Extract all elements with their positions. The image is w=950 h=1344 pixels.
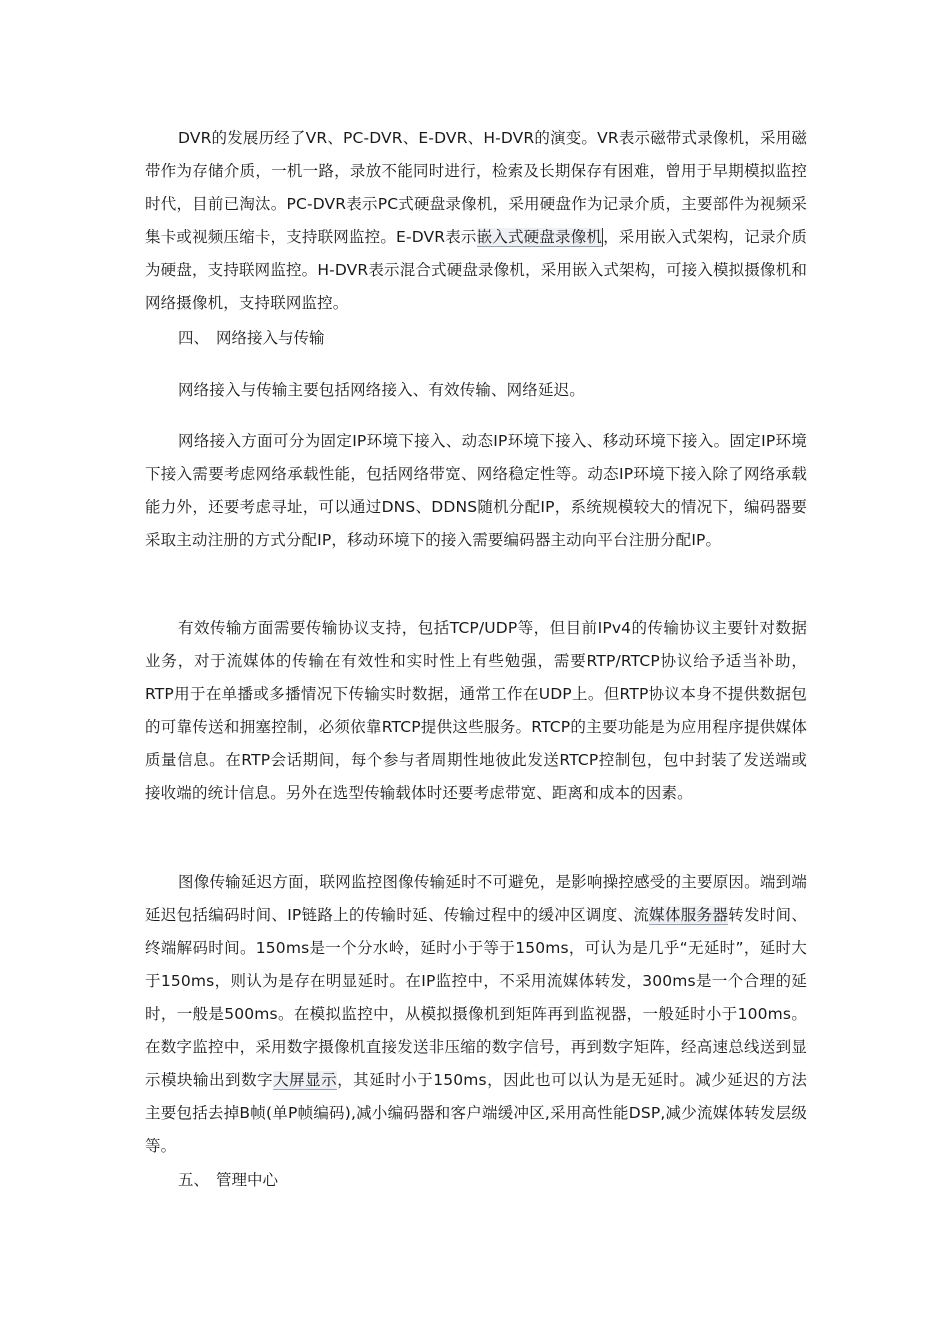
paragraph-effective-transfer: 有效传输方面需要传输协议支持，包括TCP/UDP等，但目前IPv4的传输协议主要针对数据业务，对于流媒体的传输在有效性和实时性上有些勉强，需要RTP/RTCP协议给予适当补助，RTP用于在单播或多播情况下传输实时数据，通常工作在UDP上。但RTP协议本身不提供数据包的可靠传送和拥塞控制，必须依靠RTCP提供这些服务。RTCP的主要功能是为应用程序提供媒体质量信息。在RTP会话期间，每个参与者周期性地彼此发送RTCP控制包，包中封装了发送端或接收端的统计信息。另外在选型传输载体时还要考虑带宽、距离和成本的因素。 <box>145 619 807 802</box>
paragraph-network-access: 网络接入方面可分为固定IP环境下接入、动态IP环境下接入、移动环境下接入。固定IP环境下接入需要考虑网络承载性能，包括网络带宽、网络稳定性等。动态IP环境下接入除了网络承载能力外，还要考虑寻址，可以通过DNS、DDNS随机分配IP，系统规模较大的情况下，编码器要采取主动注册的方式分配IP，移动环境下的接入需要编码器主动向平台注册分配IP。 <box>145 432 807 549</box>
heading-number: 五、 <box>178 1171 210 1189</box>
heading-title: 管理中心 <box>216 1171 279 1189</box>
paragraph-dvr-evolution <box>145 122 807 320</box>
paragraph-text: 图像传输延迟方面，联网监控图像传输延时不可避免，是影响操控感受的主要原因。端到端延迟包括编码时间、IP链路上的传输时延、传输过程中的缓冲区调度、流 <box>145 873 807 924</box>
paragraph-text: ，其延时小于150ms，因此也可以认为是无延时。减少延迟的方法主要包括去掉B帧(单P帧编码),减小编码器和客户端缓冲区,采用高性能DSP,减少流媒体转发层级等。 <box>145 1071 808 1155</box>
paragraph-network-intro: 网络接入与传输主要包括网络接入、有效传输、网络延迟。 <box>178 381 585 399</box>
paragraph-text: 转发时间、终端解码时间。150ms是一个分水岭，延时小于等于150ms，可认为是几乎“无延时”，延时大于150ms，则认为是存在明显延时。在IP监控中，不采用流媒体转发，300ms是一个合理的延时，一般是500ms。在模拟监控中，从模拟摄像机到矩阵再到监视器，一般延时小于100ms。在数字监控中，采用数字摄像机直接发送非压缩的数字信号，再到数字矩阵，经高速总线送到显示模块输出到数字 <box>145 906 807 1089</box>
paragraph-text: DVR的发展历经了VR、PC-DVR、E-DVR、H-DVR的演变。VR表示磁带式录像机，采用磁带作为存储介质，一机一路，录放不能同时进行，检索及长期保存有困难，曾用于早期模拟监控时代，目前已淘汰。PC-DVR表示PC式硬盘录像机，采用硬盘作为记录介质，主要部件为视频采集卡或视频压缩卡，支持联网监控。E-DVR表示 <box>145 129 807 246</box>
heading-number: 四、 <box>178 329 210 347</box>
link-large-screen-display[interactable]: 大屏显示 <box>273 1071 338 1089</box>
heading-title: 网络接入与传输 <box>216 329 325 347</box>
link-media-server[interactable]: 媒体服务器 <box>649 906 729 924</box>
paragraph-transfer-delay <box>145 866 807 1163</box>
link-embedded-dvr[interactable]: 嵌入式硬盘录像机 <box>476 228 603 246</box>
paragraph-text: ，采用嵌入式架构，记录介质为硬盘，支持联网监控。H-DVR表示混合式硬盘录像机，采用嵌入式架构，可接入模拟摄像机和网络摄像机，支持联网监控。 <box>145 228 808 312</box>
section-heading-5 <box>178 1164 278 1197</box>
section-heading-4 <box>178 322 325 355</box>
